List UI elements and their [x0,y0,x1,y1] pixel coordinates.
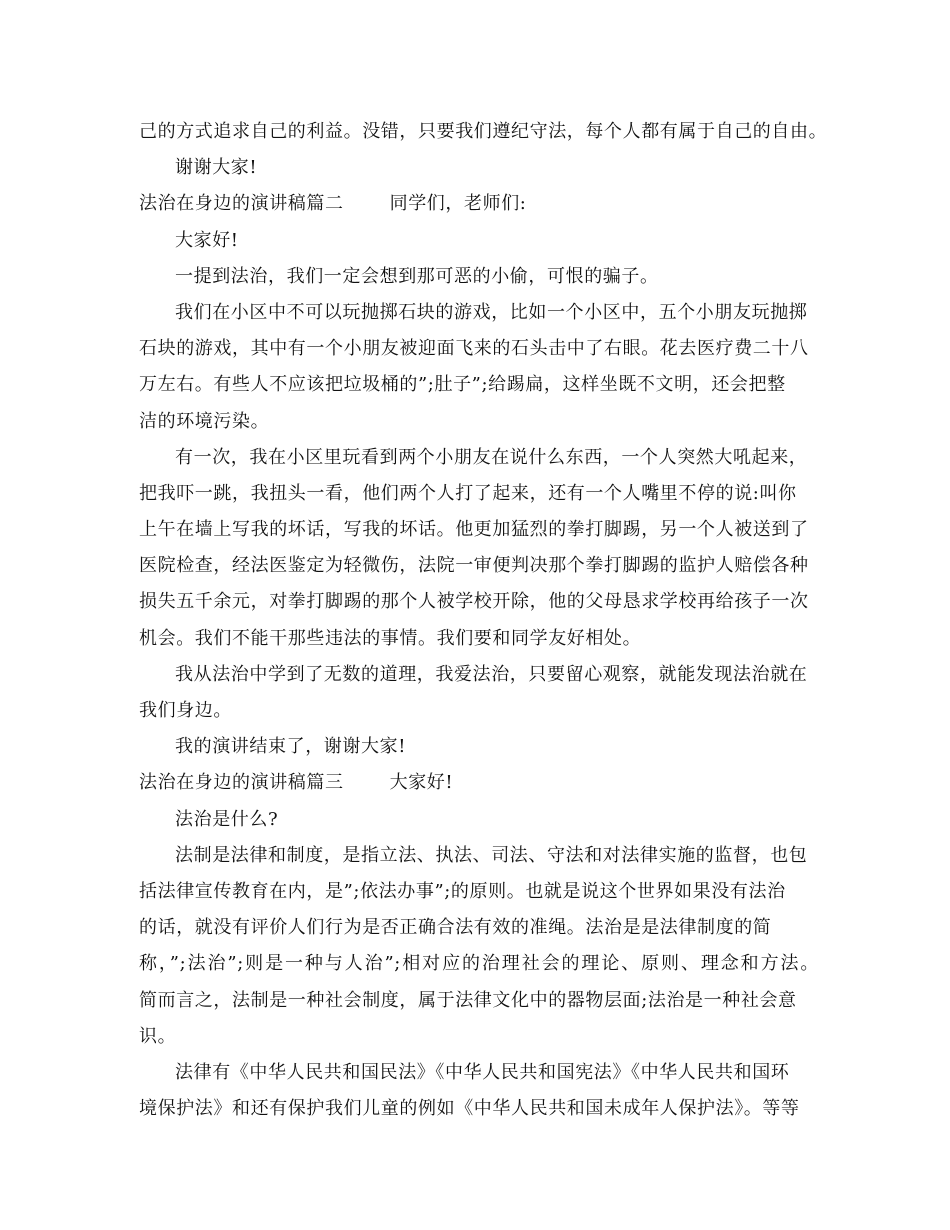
paragraph-line: 石块的游戏，其中有一个小朋友被迎面飞来的石头击中了右眼。花去医疗费二十八 [139,338,809,360]
paragraph-line: 损失五千余元，对拳打脚踢的那个人被学校开除，他的父母恳求学校再给孩子一次 [139,591,809,613]
paragraph-line: 称，”;法治”;则是一种与人治”;相对应的治理社会的理论、原则、理念和方法。 [139,953,819,975]
section-heading-line [139,186,819,222]
paragraph-line: 上午在墙上写我的坏话，写我的坏话。他更加猛烈的拳打脚踢，另一个人被送到了 [139,519,809,541]
paragraph-line: 我们身边。 [139,700,232,721]
paragraph-line: 我们在小区中不可以玩抛掷石块的游戏，比如一个小区中，五个小朋友玩抛掷 [175,301,808,323]
section-greeting: 同学们，老师们: [389,193,527,215]
paragraph-line: 一提到法治，我们一定会想到那可恶的小偷，可恨的骗子。 [175,265,659,287]
paragraph-line: 括法律宣传教育在内，是”;依法办事”;的原则。也就是说这个世界如果没有法治 [139,880,786,902]
paragraph-line: 己的方式追求自己的利益。没错，只要我们遵纪守法，每个人都有属于自己的自由。 [139,121,828,142]
paragraph-line: 万左右。有些人不应该把垃圾桶的”;肚子”;给踢扁，这样坐既不文明，还会把整 [139,374,786,396]
paragraph-line: 法制是法律和制度，是指立法、执法、司法、守法和对法律实施的监督，也包 [175,844,808,866]
paragraph-line: 我的演讲结束了，谢谢大家! [175,736,407,758]
paragraph-line: 法律有《中华人民共和国民法》《中华人民共和国宪法》《中华人民共和国环 [175,1061,790,1083]
paragraph-line: 有一次，我在小区里玩看到两个小朋友在说什么东西，一个人突然大吼起来， [175,446,808,468]
paragraph-line: 医院检查，经法医鉴定为轻微伤，法院一审便判决那个拳打脚踢的监护人赔偿各种 [139,555,809,577]
paragraph-line: 的话，就没有评价人们行为是否正确合法有效的准绳。法治是是法律制度的简 [139,917,772,939]
paragraph-line: 我从法治中学到了无数的道理，我爱法治，只要留心观察，就能发现法治就在 [175,663,808,685]
paragraph-line: 境保护法》和还有保护我们儿童的例如《中华人民共和国未成年人保护法》。等等 [139,1098,800,1120]
paragraph-line: 机会。我们不能干那些违法的事情。我们要和同学友好相处。 [139,627,642,649]
paragraph-line: 法治是什么? [175,808,279,830]
paragraph-line: 洁的环境污染。 [139,410,270,432]
section-heading-line [139,765,819,801]
paragraph-line: 把我吓一跳，我扭头一看，他们两个人打了起来，还有一个人嘴里不停的说:叫你 [139,482,797,504]
section-title: 法治在身边的演讲稿篇二 [139,193,344,215]
document-body [139,114,828,1127]
paragraph-line: 识。 [139,1025,177,1047]
section-title: 法治在身边的演讲稿篇三 [139,772,344,794]
paragraph-line: 谢谢大家! [175,157,258,179]
paragraph-line: 大家好! [175,229,239,251]
section-greeting: 大家好! [389,772,454,794]
paragraph-line: 简而言之，法制是一种社会制度，属于法律文化中的器物层面;法治是一种社会意 [139,989,797,1011]
